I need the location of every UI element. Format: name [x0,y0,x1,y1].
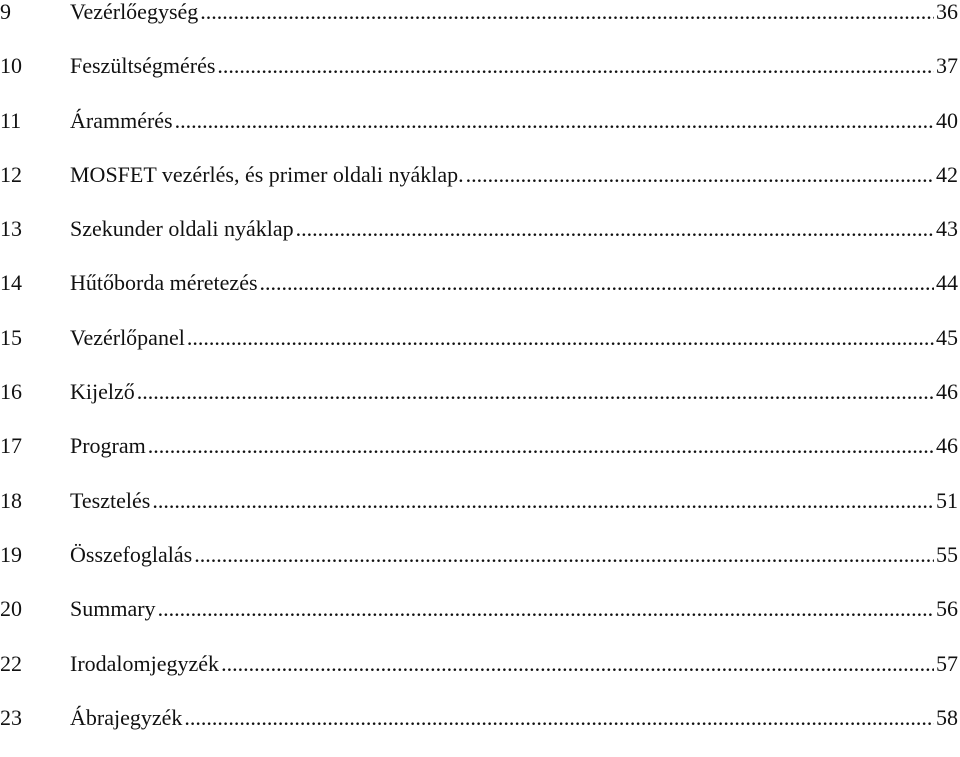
toc-entry[interactable] [0,268,960,322]
toc-entry-title[interactable]: Vezérlőegység [70,0,199,24]
toc-entry[interactable] [0,377,960,431]
toc-entry[interactable] [0,0,960,51]
toc-entry-page[interactable]: 46 [936,379,958,405]
toc-entry-page[interactable]: 42 [936,161,958,187]
toc-leader-dots [221,649,934,679]
toc-entry-page[interactable]: 44 [936,270,958,296]
toc-entry-page[interactable]: 40 [936,107,958,133]
toc-leader-dots [217,51,934,81]
toc-entry[interactable] [0,160,960,214]
toc-entry-number: 20 [0,596,22,622]
toc-entry-number: 15 [0,324,22,350]
toc-entry-title[interactable]: Program [70,433,146,459]
toc-entry-title[interactable]: Feszültségmérés [70,53,216,79]
toc-entry-page[interactable]: 43 [936,216,958,242]
toc-entry[interactable] [0,486,960,540]
toc-entry-number: 18 [0,487,22,513]
toc-entry-number: 10 [0,53,22,79]
toc-entry[interactable] [0,431,960,485]
toc-entry-number: 11 [0,107,22,133]
toc-entry[interactable] [0,540,960,594]
toc-entry-page[interactable]: 51 [936,487,958,513]
toc-entry-number: 13 [0,216,22,242]
toc-leader-dots [194,540,934,570]
toc-leader-dots [200,0,934,27]
toc-entry-number: 12 [0,161,22,187]
toc-entry-title[interactable]: Összefoglalás [70,541,193,567]
toc-entry[interactable] [0,649,960,703]
toc-entry-title[interactable]: Summary [70,596,156,622]
toc-leader-dots [137,377,934,407]
toc-entry-title[interactable]: Kijelző [70,379,135,405]
toc-entry[interactable] [0,323,960,377]
toc-entry-title[interactable]: Hűtőborda méretezés [70,270,258,296]
toc-entry[interactable] [0,594,960,648]
toc-entry-title[interactable]: Szekunder oldali nyáklap [70,216,294,242]
toc-leader-dots [158,594,934,624]
toc-entry-page[interactable]: 46 [936,433,958,459]
toc-entry-page[interactable]: 37 [936,53,958,79]
toc-entry-title[interactable]: Vezérlőpanel [70,324,185,350]
toc-leader-dots [296,214,934,244]
toc-entry[interactable] [0,106,960,160]
toc-entry-number: 14 [0,270,22,296]
toc-entry-page[interactable]: 45 [936,324,958,350]
toc-entry-title[interactable]: Tesztelés [70,487,151,513]
toc-entry-number: 19 [0,541,22,567]
toc-leader-dots [260,268,934,298]
toc-leader-dots [184,703,934,733]
toc-leader-dots [148,431,934,461]
toc-entry-page[interactable]: 36 [936,0,958,24]
toc-entry-title[interactable]: Ábrajegyzék [70,704,183,730]
toc-entry[interactable] [0,703,960,757]
toc-entry-title[interactable]: Irodalomjegyzék [70,650,220,676]
toc-entry-page[interactable]: 58 [936,704,958,730]
toc-leader-dots [187,323,934,353]
toc-entry-page[interactable]: 57 [936,650,958,676]
toc-entry[interactable] [0,51,960,105]
toc-entry-number: 22 [0,650,22,676]
toc-entry-page[interactable]: 56 [936,596,958,622]
toc-entry-number: 23 [0,704,22,730]
toc-entry-number: 17 [0,433,22,459]
toc-leader-dots [175,106,934,136]
toc-entry-page[interactable]: 55 [936,541,958,567]
toc-leader-dots [152,486,934,516]
toc-leader-dots [466,160,934,190]
toc-entry-title[interactable]: Árammérés [70,107,173,133]
toc-entry-title[interactable]: MOSFET vezérlés, és primer oldali nyáklap. [70,161,464,187]
toc-entry[interactable] [0,214,960,268]
toc-entry-number: 9 [0,0,11,24]
toc-entry-number: 16 [0,379,22,405]
